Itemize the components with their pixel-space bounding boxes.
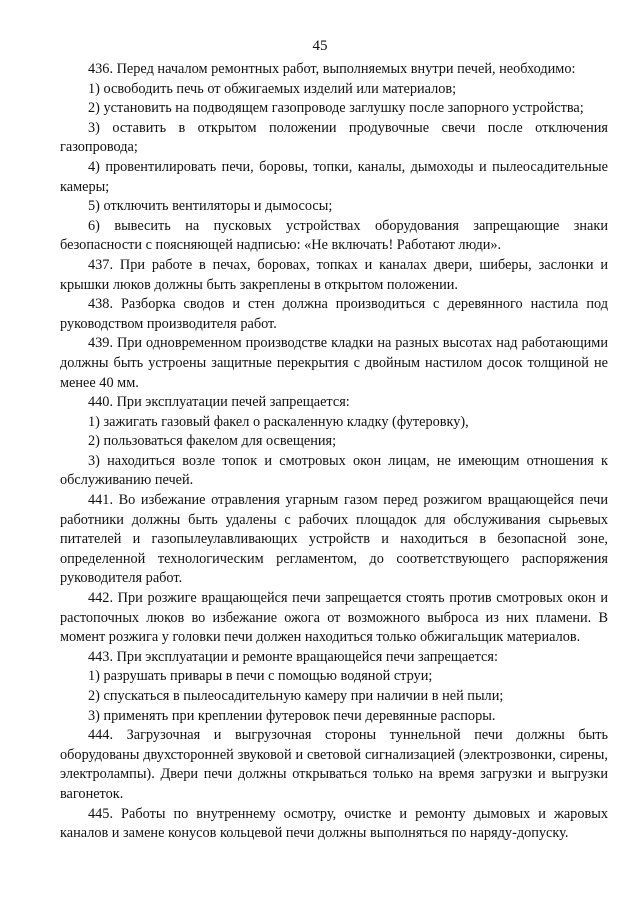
paragraph-439: 439. При одновременном производстве кладки на разных высотах над работающими должны быть устроены защитные перекрытия с двойным настилом досок толщиной не менее 40 мм. (60, 335, 608, 391)
document-body (60, 60, 608, 844)
paragraph-440-item-2: 2) пользоваться факелом для освещения; (88, 433, 337, 450)
paragraph-440-item-3: 3) находиться возле топок и смотровых окон лицам, не имеющим отношения к обслуживанию печей. (60, 452, 608, 489)
paragraph-445: 445. Работы по внутреннему осмотру, очистке и ремонту дымовых и жаровых каналов и замене конусов кольцевой печи должны выполняться по наряду-допуску. (60, 805, 608, 842)
paragraph-438: 438. Разборка сводов и стен должна производиться с деревянного настила под руководством производителя работ. (60, 296, 608, 332)
paragraph-443-item-2: 2) спускаться в пылеосадительную камеру при наличии в ней пыли; (88, 688, 504, 704)
paragraph-443-item-3: 3) применять при креплении футеровок печи деревянные распоры. (88, 707, 496, 724)
paragraph-436-item-5: 5) отключить вентиляторы и дымососы; (88, 198, 333, 215)
paragraph-442: 442. При розжиге вращающейся печи запрещается стоять против смотровых окон и растопочных люков во избежание ожога от возможного выброса из них пламени. В момент розжига у головки печи должен находиться только обжигальщик материалов. (60, 590, 608, 646)
paragraph-436-item-3: 3) оставить в открытом положении продувочные свечи после отключения газопровода; (60, 119, 608, 156)
paragraph-443-item-1: 1) разрушать привары в печи с помощью водяной струи; (88, 668, 433, 685)
paragraph-440-item-1: 1) зажигать газовый факел о раскаленную кладку (футеровку), (88, 413, 469, 430)
paragraph-436-item-6: 6) вывесить на пусковых устройствах оборудования запрещающие знаки безопасности с поясняющей надписью: «Не включать! Работают люди». (60, 217, 608, 254)
paragraph-443-intro: 443. При эксплуатации и ремонте вращающейся печи запрещается: (88, 648, 498, 665)
paragraph-444: 444. Загрузочная и выгрузочная стороны туннельной печи должны быть оборудованы двухсторонней звуковой и световой сигнализацией (электрозвонки, сирены, электролампы). Двери печи должны открываться только на время загрузки и выгрузки вагонеток. (60, 727, 608, 802)
paragraph-440-intro: 440. При эксплуатации печей запрещается: (88, 394, 350, 411)
paragraph-436-item-1: 1) освободить печь от обжигаемых изделий или материалов; (88, 80, 457, 97)
paragraph-436-intro: 436. Перед началом ремонтных работ, выполняемых внутри печей, необходимо: (88, 61, 576, 77)
paragraph-441: 441. Во избежание отравления угарным газом перед розжигом вращающейся печи работники должны быть удалены с рабочих площадок для обслуживания сырьевых питателей и газопылеулавливающих устройств и находиться в безопасной зоне, определенной технологическим регламентом, до соответствующего распоряжения руководителя работ. (60, 492, 608, 587)
paragraph-436-item-4: 4) провентилировать печи, боровы, топки, каналы, дымоходы и пылеосадительные камеры; (60, 158, 608, 195)
page-number: 45 (312, 38, 328, 54)
paragraph-437: 437. При работе в печах, боровах, топках и каналах двери, шиберы, заслонки и крышки люков должны быть закреплены в открытом положении. (60, 256, 608, 293)
paragraph-436-item-2: 2) установить на подводящем газопроводе заглушку после запорного устройства; (88, 100, 584, 117)
